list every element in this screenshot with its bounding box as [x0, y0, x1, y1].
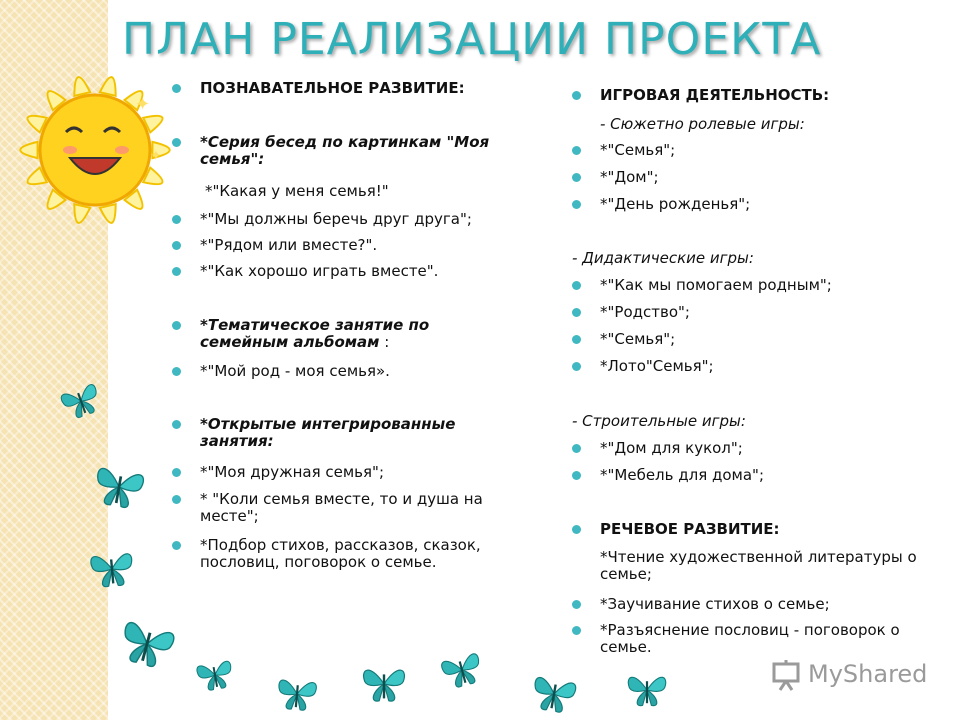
- didactic-games-title: - Дидактические игры:: [572, 249, 754, 267]
- butterfly-icon: [435, 643, 489, 697]
- list-item: *"День рожденья";: [572, 196, 952, 213]
- logo-text: MyShared: [808, 660, 928, 688]
- butterfly-icon: [111, 608, 182, 679]
- series-intro: *"Какая у меня семья!": [205, 182, 389, 200]
- speech-intro: *Чтение художественной литературы о семье;: [600, 548, 917, 583]
- list-item: *"Мой род - моя семья».: [172, 363, 517, 380]
- thematic-title-suffix: :: [379, 333, 390, 351]
- butterfly-icon: [192, 652, 238, 698]
- butterfly-icon: [360, 660, 408, 708]
- list-item: *Подбор стихов, рассказов, сказок, пословиц, поговорок о семье.: [172, 537, 517, 571]
- myshared-logo: [770, 658, 935, 692]
- sun-ray: [100, 77, 116, 96]
- butterfly-icon: [88, 456, 151, 519]
- list-item: *"Родство";: [572, 304, 952, 321]
- list-item: *"Мы должны беречь друг друга";: [172, 211, 517, 228]
- list-item: *Заучивание стихов о семье;: [572, 596, 952, 613]
- presentation-board-icon: [770, 658, 804, 692]
- page-title: ПЛАН РЕАЛИЗАЦИИ ПРОЕКТА: [122, 14, 822, 65]
- butterfly-icon: [86, 543, 138, 595]
- building-games-title: - Строительные игры:: [572, 412, 746, 430]
- list-item: *"Мебель для дома";: [572, 467, 952, 484]
- cognitive-heading: ПОЗНАВАТЕЛЬНОЕ РАЗВИТИЕ:: [172, 80, 517, 97]
- list-item: *"Дом для кукол";: [572, 440, 952, 457]
- list-item: *"Моя дружная семья";: [172, 464, 517, 481]
- list-item: * "Коли семья вместе, то и душа на месте";: [172, 491, 517, 525]
- thematic-title: [172, 317, 517, 351]
- list-item: *Разъяснение пословиц - поговорок о семье.: [572, 622, 952, 656]
- games-heading: ИГРОВАЯ ДЕЯТЕЛЬНОСТЬ:: [572, 87, 952, 104]
- list-item: *"Как хорошо играть вместе".: [172, 263, 517, 280]
- list-item: *"Как мы помогаем родным";: [572, 277, 952, 294]
- svg-text:✦: ✦: [150, 148, 162, 164]
- list-item: *Лото"Семья";: [572, 358, 952, 375]
- list-item: *"Семья";: [572, 142, 952, 159]
- speech-heading: РЕЧЕВОЕ РАЗВИТИЕ:: [572, 521, 952, 538]
- open-lessons-title: *Открытые интегрированные занятия:: [172, 416, 517, 450]
- list-item: *"Семья";: [572, 331, 952, 348]
- sun-ray: [20, 142, 37, 158]
- butterfly-icon: [526, 666, 582, 722]
- sun-ray: [74, 77, 90, 96]
- sun-ray: [100, 204, 116, 223]
- sun-ray: [74, 204, 90, 223]
- role-games-title: - Сюжетно ролевые игры:: [600, 115, 805, 133]
- thematic-title-text: *Тематическое занятие по семейным альбомам: [200, 316, 430, 351]
- list-item: *"Дом";: [572, 169, 952, 186]
- butterfly-icon: [273, 670, 321, 718]
- butterfly-icon: [625, 668, 669, 712]
- svg-text:✦: ✦: [135, 94, 151, 115]
- list-item: *"Рядом или вместе?".: [172, 237, 517, 254]
- series-title: *Серия бесед по картинкам "Моя семья":: [172, 134, 517, 168]
